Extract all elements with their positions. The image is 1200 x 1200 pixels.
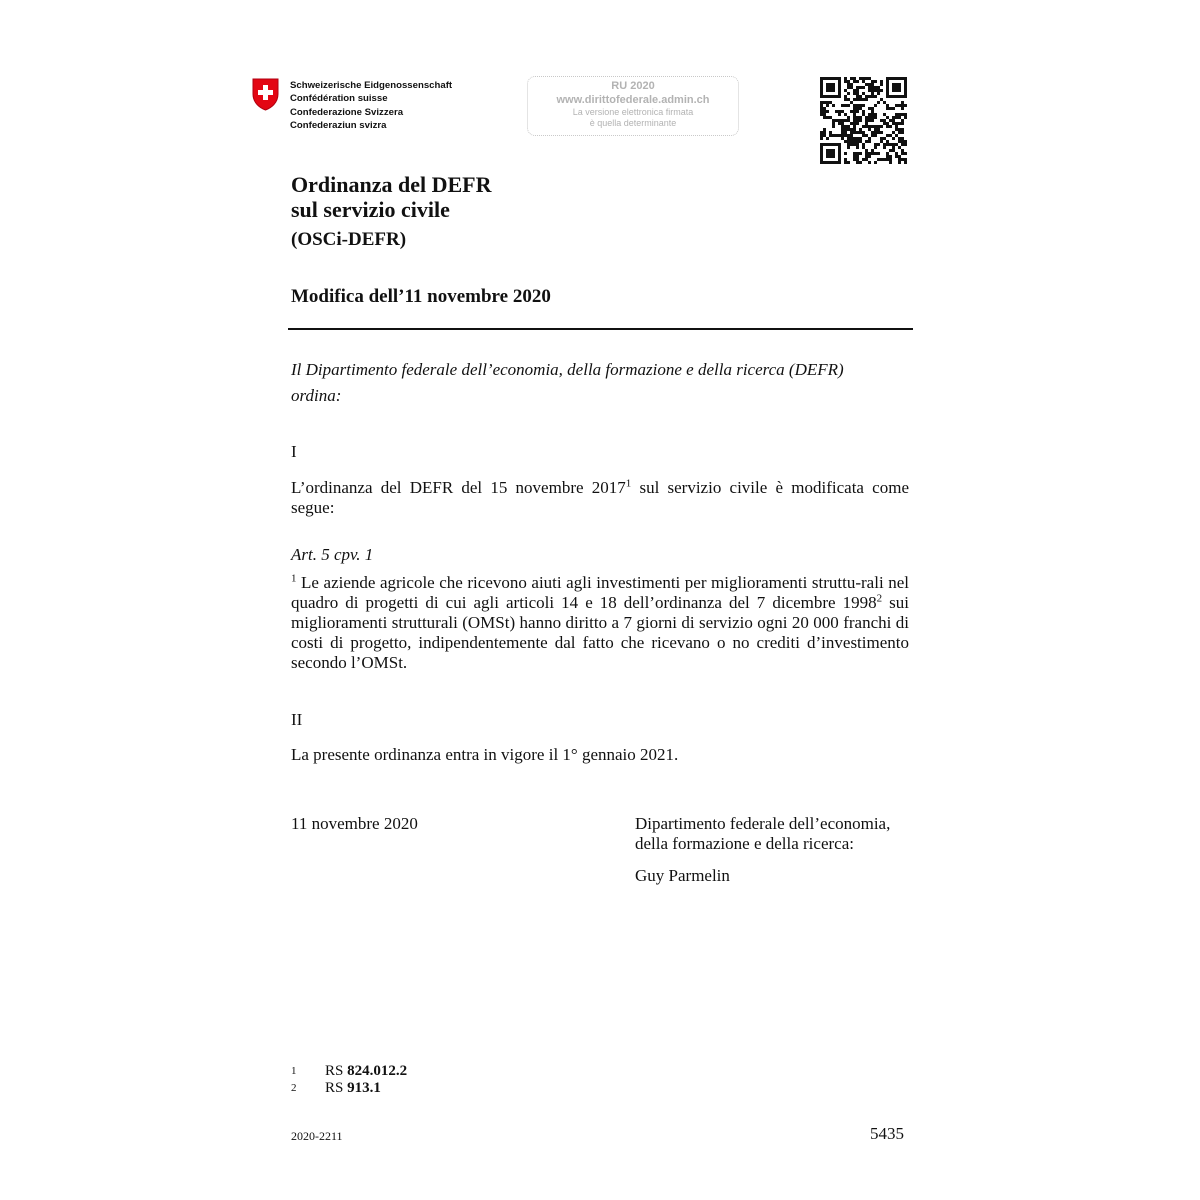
- paragraph-text: sul servizio civile è modificata come segue:: [291, 478, 909, 517]
- paragraph-number: 1: [291, 572, 297, 585]
- footnote-prefix: RS: [325, 1063, 348, 1079]
- amendment-intro-paragraph: [291, 478, 909, 518]
- agency-line: Confédération suisse: [290, 93, 388, 105]
- agency-line: Confederaziun svizra: [290, 119, 387, 131]
- footnote-reference-number: 824.012.2: [347, 1063, 408, 1079]
- footnote-reference: 1: [625, 477, 632, 490]
- agency-name: [290, 79, 452, 132]
- page-number: 5435: [870, 1124, 904, 1143]
- article-heading: Art. 5 cpv. 1: [291, 545, 374, 564]
- paragraph-text: sui miglioramenti strutturali (OMSt) hanno diritto a 7 giorni di servizio ogni 20 000 franchi di costi di progetto, indipendentemente dal fatto che ricevano o no crediti d’investimento secondo l’OMSt.: [291, 593, 909, 672]
- footnote-number: 1: [291, 1065, 297, 1077]
- qr-code: [820, 77, 907, 164]
- preamble: [291, 357, 911, 409]
- stamp-website: www.dirittofederale.admin.ch: [556, 94, 710, 106]
- department-line: della formazione e della ricerca:: [635, 834, 854, 853]
- footnote: [291, 1080, 381, 1097]
- document-abbreviation: (OSCi-DEFR): [291, 229, 407, 250]
- signing-date: 11 novembre 2020: [291, 814, 418, 833]
- section-heading-i: I: [291, 442, 297, 461]
- title-line: sul servizio civile: [291, 197, 450, 222]
- title-line: Ordinanza del DEFR: [291, 172, 492, 197]
- article-paragraph: [291, 573, 909, 673]
- paragraph-text: Le aziende agricole che ricevono aiuti agli investimenti per miglioramenti struttu-rali nel quadro di progetti di cui agli articoli 14 e 18 dell’ordinanza del 7 dicembre 1998: [291, 573, 909, 612]
- stamp-note-line2: è quella determinante: [589, 118, 677, 128]
- document-title: [291, 172, 491, 222]
- preamble-line: Il Dipartimento federale dell’economia, della formazione e della ricerca (DEFR): [291, 360, 844, 379]
- agency-line: Confederazione Svizzera: [290, 106, 404, 118]
- agency-line: Schweizerische Eidgenossenschaft: [290, 80, 453, 91]
- swiss-crest-logo: [252, 78, 279, 111]
- preamble-line: ordina:: [291, 386, 342, 405]
- footnote-number: 2: [291, 1082, 297, 1094]
- stamp-collection: RU 2020: [611, 80, 655, 92]
- modification-date-heading: Modifica dell’11 novembre 2020: [291, 286, 551, 307]
- document-id: 2020-2211: [291, 1129, 343, 1143]
- paragraph-text: L’ordinanza del DEFR del 15 novembre 2017: [291, 478, 626, 497]
- footnote-reference: 2: [876, 592, 883, 605]
- department-line: Dipartimento federale dell’economia,: [635, 814, 891, 833]
- footnote-reference-number: 913.1: [347, 1080, 381, 1096]
- signing-department: [635, 814, 915, 854]
- entry-into-force-paragraph: La presente ordinanza entra in vigore il 1° gennaio 2021.: [291, 745, 679, 764]
- section-heading-ii: II: [291, 710, 303, 729]
- footnote: [291, 1063, 407, 1080]
- stamp-note-line1: La versione elettronica firmata: [572, 107, 694, 117]
- title-divider: [288, 328, 913, 330]
- footnote-prefix: RS: [325, 1080, 348, 1096]
- publication-stamp: [527, 76, 739, 136]
- signer-name: Guy Parmelin: [635, 866, 730, 885]
